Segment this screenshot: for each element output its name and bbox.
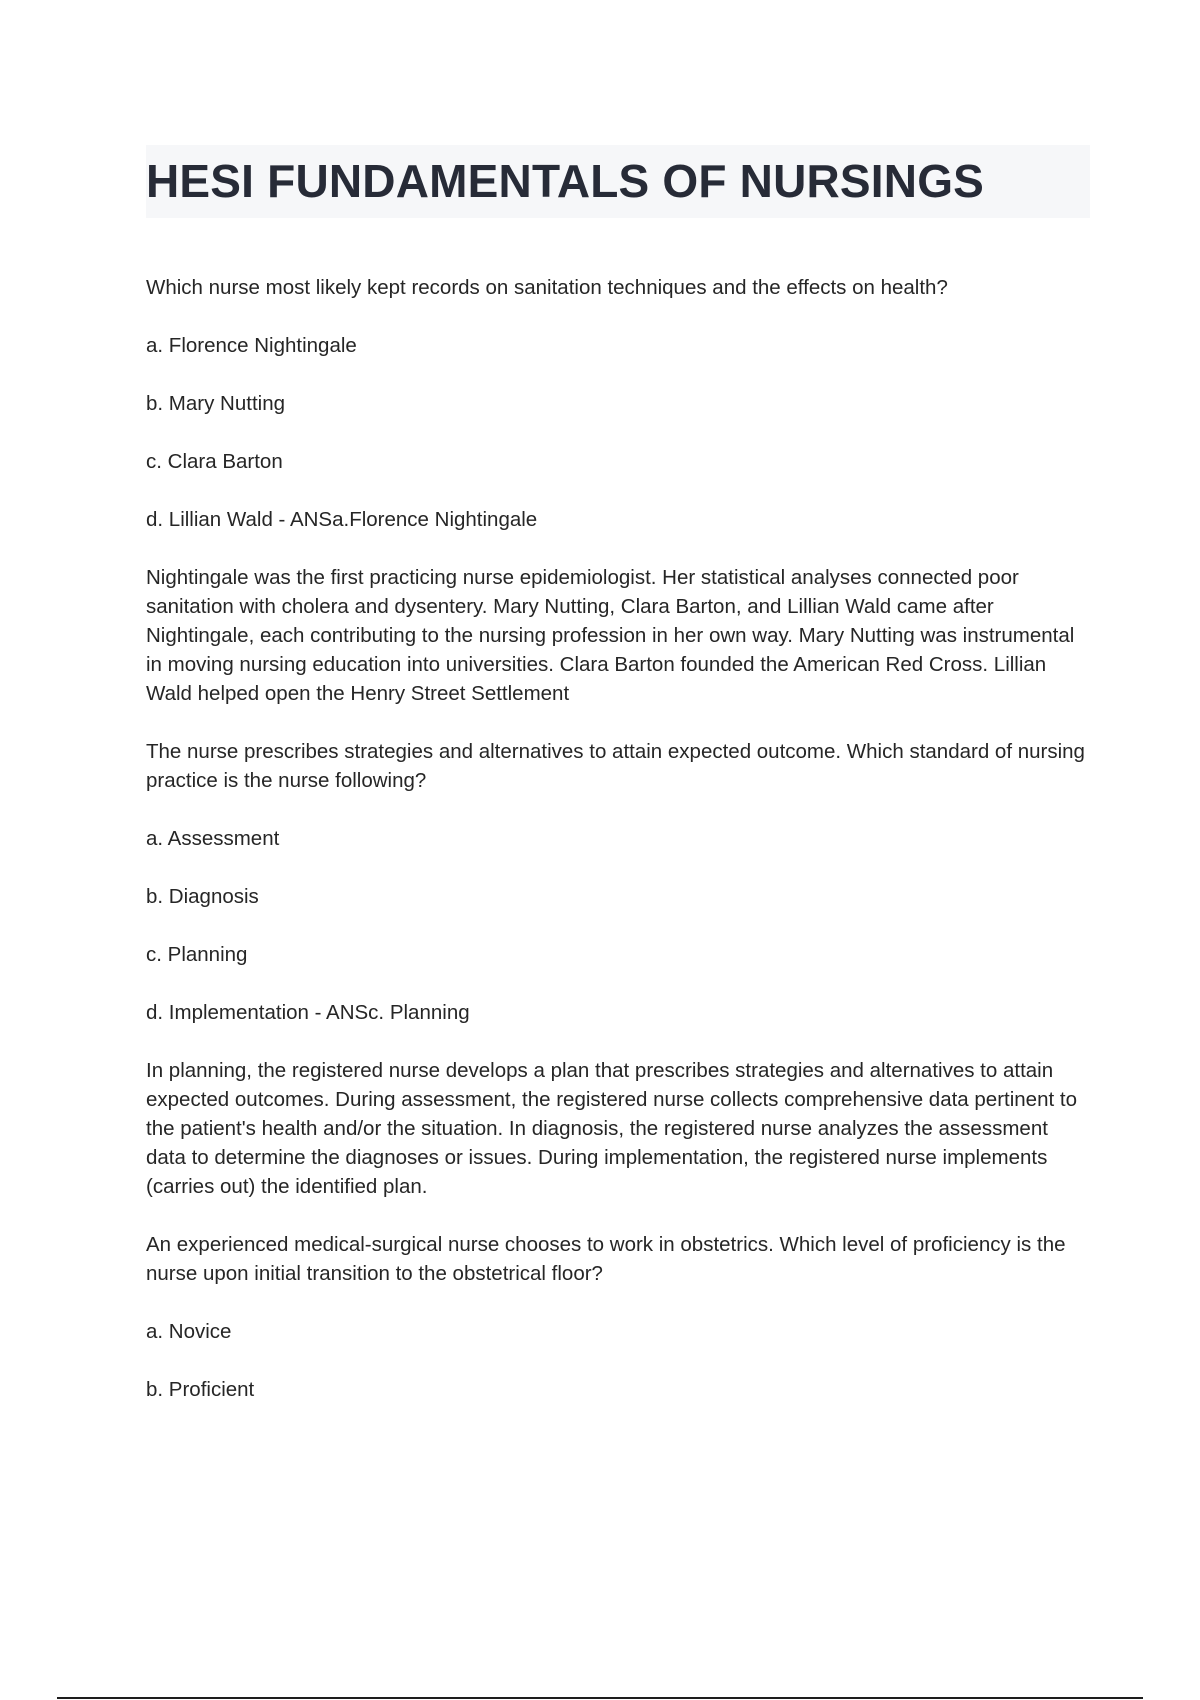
question-1: Which nurse most likely kept records on sanitation techniques and the effects on health?	[146, 276, 948, 299]
question-2-option-b: b. Diagnosis	[146, 885, 259, 908]
question-2-option-a: a. Assessment	[146, 827, 280, 850]
page-bottom-rule	[57, 1697, 1143, 1699]
question-1-option-c: c. Clara Barton	[146, 450, 283, 473]
question-1-option-b: b. Mary Nutting	[146, 392, 285, 415]
question-2-rationale: In planning, the registered nurse develops a plan that prescribes strategies and alternatives to attain expected outcomes. During assessment, the registered nurse collects comprehensive data pertinent to the patient's health and/or the situation. In diagnosis, the registered nurse analyzes the assessment data to determine the diagnoses or issues. During implementation, the registered nurse implements (carries out) the identified plan.	[146, 1059, 1077, 1198]
question-1-option-a: a. Florence Nightingale	[146, 334, 357, 357]
question-2-option-c: c. Planning	[146, 943, 248, 966]
question-1-option-d-answer: d. Lillian Wald - ANSa.Florence Nightingale	[146, 508, 538, 531]
page-title: HESI FUNDAMENTALS OF NURSINGS	[146, 155, 985, 207]
question-3-option-b: b. Proficient	[146, 1378, 255, 1401]
question-3-option-a: a. Novice	[146, 1320, 232, 1343]
question-3: An experienced medical-surgical nurse chooses to work in obstetrics. Which level of proficiency is the nurse upon initial transition to the obstetrical floor?	[146, 1233, 1066, 1285]
title-band	[146, 145, 1090, 218]
question-2-option-d-answer: d. Implementation - ANSc. Planning	[146, 1001, 470, 1024]
document-body	[146, 273, 1090, 1433]
question-2: The nurse prescribes strategies and alternatives to attain expected outcome. Which standard of nursing practice is the nurse following?	[146, 740, 1085, 792]
question-1-rationale: Nightingale was the first practicing nurse epidemiologist. Her statistical analyses connected poor sanitation with cholera and dysentery. Mary Nutting, Clara Barton, and Lillian Wald came after Nightingale, each contributing to the nursing profession in her own way. Mary Nutting was instrumental in moving nursing education into universities. Clara Barton founded the American Red Cross. Lillian Wald helped open the Henry Street Settlement	[146, 566, 1075, 705]
